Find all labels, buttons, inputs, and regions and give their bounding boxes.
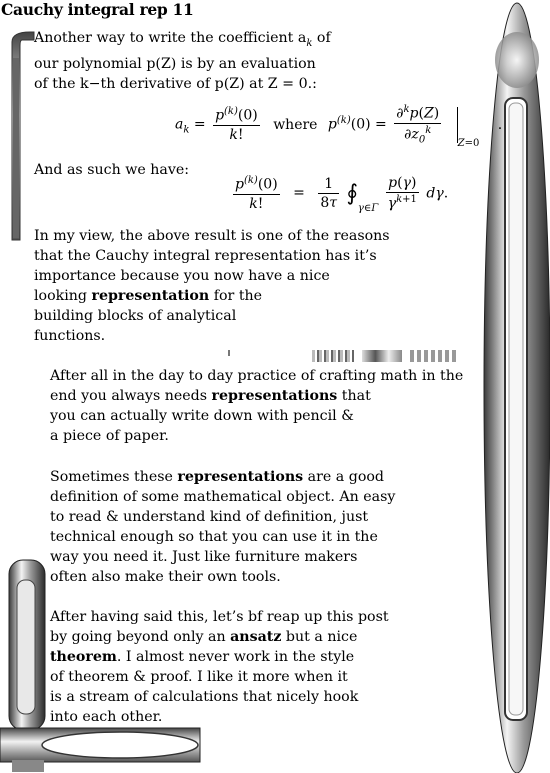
eq-subscript: k — [183, 124, 190, 136]
paragraph-1 — [34, 226, 390, 346]
text-line: often also make their own tools. — [50, 569, 281, 585]
text-line: . I almost never work in the style — [116, 649, 355, 665]
fraction: $\frac{p^{(k)}(0)}{k!}$ — [235, 175, 278, 212]
text-line: In my view, the above result is one of the reasons — [34, 228, 390, 244]
text-line: looking — [34, 288, 92, 304]
text-line: for the — [209, 288, 263, 304]
intro-line: our polynomial p(Z) is by an evaluation — [34, 55, 316, 72]
decorative-stripe — [410, 350, 456, 362]
left-top-bracket — [12, 32, 34, 240]
text-line: building blocks of analytical — [34, 308, 237, 324]
equation-cauchy: $\frac{p^{(k)}(0)}{k!}$ = $\frac{1}{8\tau}$ $∮_{\gamma\in\Gamma}$ $\frac{p(\gamma)}{\gamma^{k+1}}$ dγ. — [235, 175, 449, 215]
fraction: $\frac{p(\gamma)}{\gamma^{k+1}}$ — [387, 175, 417, 212]
text-line: definition of some mathematical object. An easy — [50, 489, 396, 505]
paragraph-3 — [50, 467, 395, 587]
fraction: $\frac{\partial^kp(Z)}{\partial z_0^k}$ — [396, 104, 440, 146]
text-line: After all in the day to day practice of crafting math in the — [50, 368, 464, 384]
text-line: to read & understand kind of definition, just — [50, 509, 369, 525]
paragraph-4 — [50, 607, 389, 727]
text-line: by going beyond only an — [50, 629, 231, 645]
text-line: way you need it. Just like furniture makers — [50, 549, 358, 565]
fraction: $\frac{p^{(k)}(0)}{k!}$ — [215, 106, 258, 143]
text-line: of theorem & proof. I like it more when it — [50, 669, 348, 685]
eq-operator: = — [193, 116, 206, 133]
and-such-line: And as such we have: — [34, 162, 190, 178]
eq-where: where — [273, 116, 318, 133]
eq-symbol: a — [175, 116, 184, 133]
bold-term: representation — [91, 288, 210, 304]
equation-coefficient: $a_k$ = $\frac{p^{(k)}(0)}{k!}$ where $p^{(k)}(0)$ = $\frac{\partial^kp(Z)}{\partial z_0^k}$ $_{Z=0}$ . — [175, 104, 503, 150]
text-line: functions. — [34, 328, 106, 344]
text-line: into each other. — [50, 709, 163, 725]
text-line: After having said this, let’s bf reap up this post — [50, 609, 389, 625]
page-title: Cauchy integral rep 11 — [1, 0, 194, 19]
paragraph-2 — [50, 366, 463, 446]
intro-line: Another way to write the coefficient a — [34, 30, 307, 46]
bold-term: theorem — [50, 649, 117, 665]
text-line: end you always needs — [50, 388, 212, 404]
decorative-stripe — [362, 350, 402, 362]
intro-line: of the k−th derivative of p(Z) at Z = 0.: — [34, 75, 317, 92]
bold-term: ansatz — [230, 629, 282, 645]
bold-term: representations — [211, 388, 338, 404]
text-line: Sometimes these — [50, 469, 178, 485]
text-line: that the Cauchy integral representation has it’s — [34, 248, 377, 264]
fraction: $\frac{1}{8\tau}$ — [320, 175, 337, 211]
intro-paragraph: Another way to write the coefficient $a_k$ of our polynomial p(Z) is by an evaluation of the k−th derivative of p(Z) at Z = 0.: — [34, 30, 331, 92]
text-line: but a nice — [281, 629, 358, 645]
text-line: technical enough so that you can use it in the — [50, 529, 378, 545]
text-line: that — [337, 388, 371, 404]
text-line: importance because you now have a nice — [34, 268, 330, 284]
text-line: are a good — [303, 469, 385, 485]
text-line: you can actually write down with pencil & — [50, 408, 354, 424]
text-line: a piece of paper. — [50, 428, 169, 444]
bold-term: representations — [177, 469, 304, 485]
decorative-stripe — [312, 350, 354, 362]
text-line: is a stream of calculations that nicely hook — [50, 689, 359, 705]
marker-tick — [228, 350, 230, 356]
